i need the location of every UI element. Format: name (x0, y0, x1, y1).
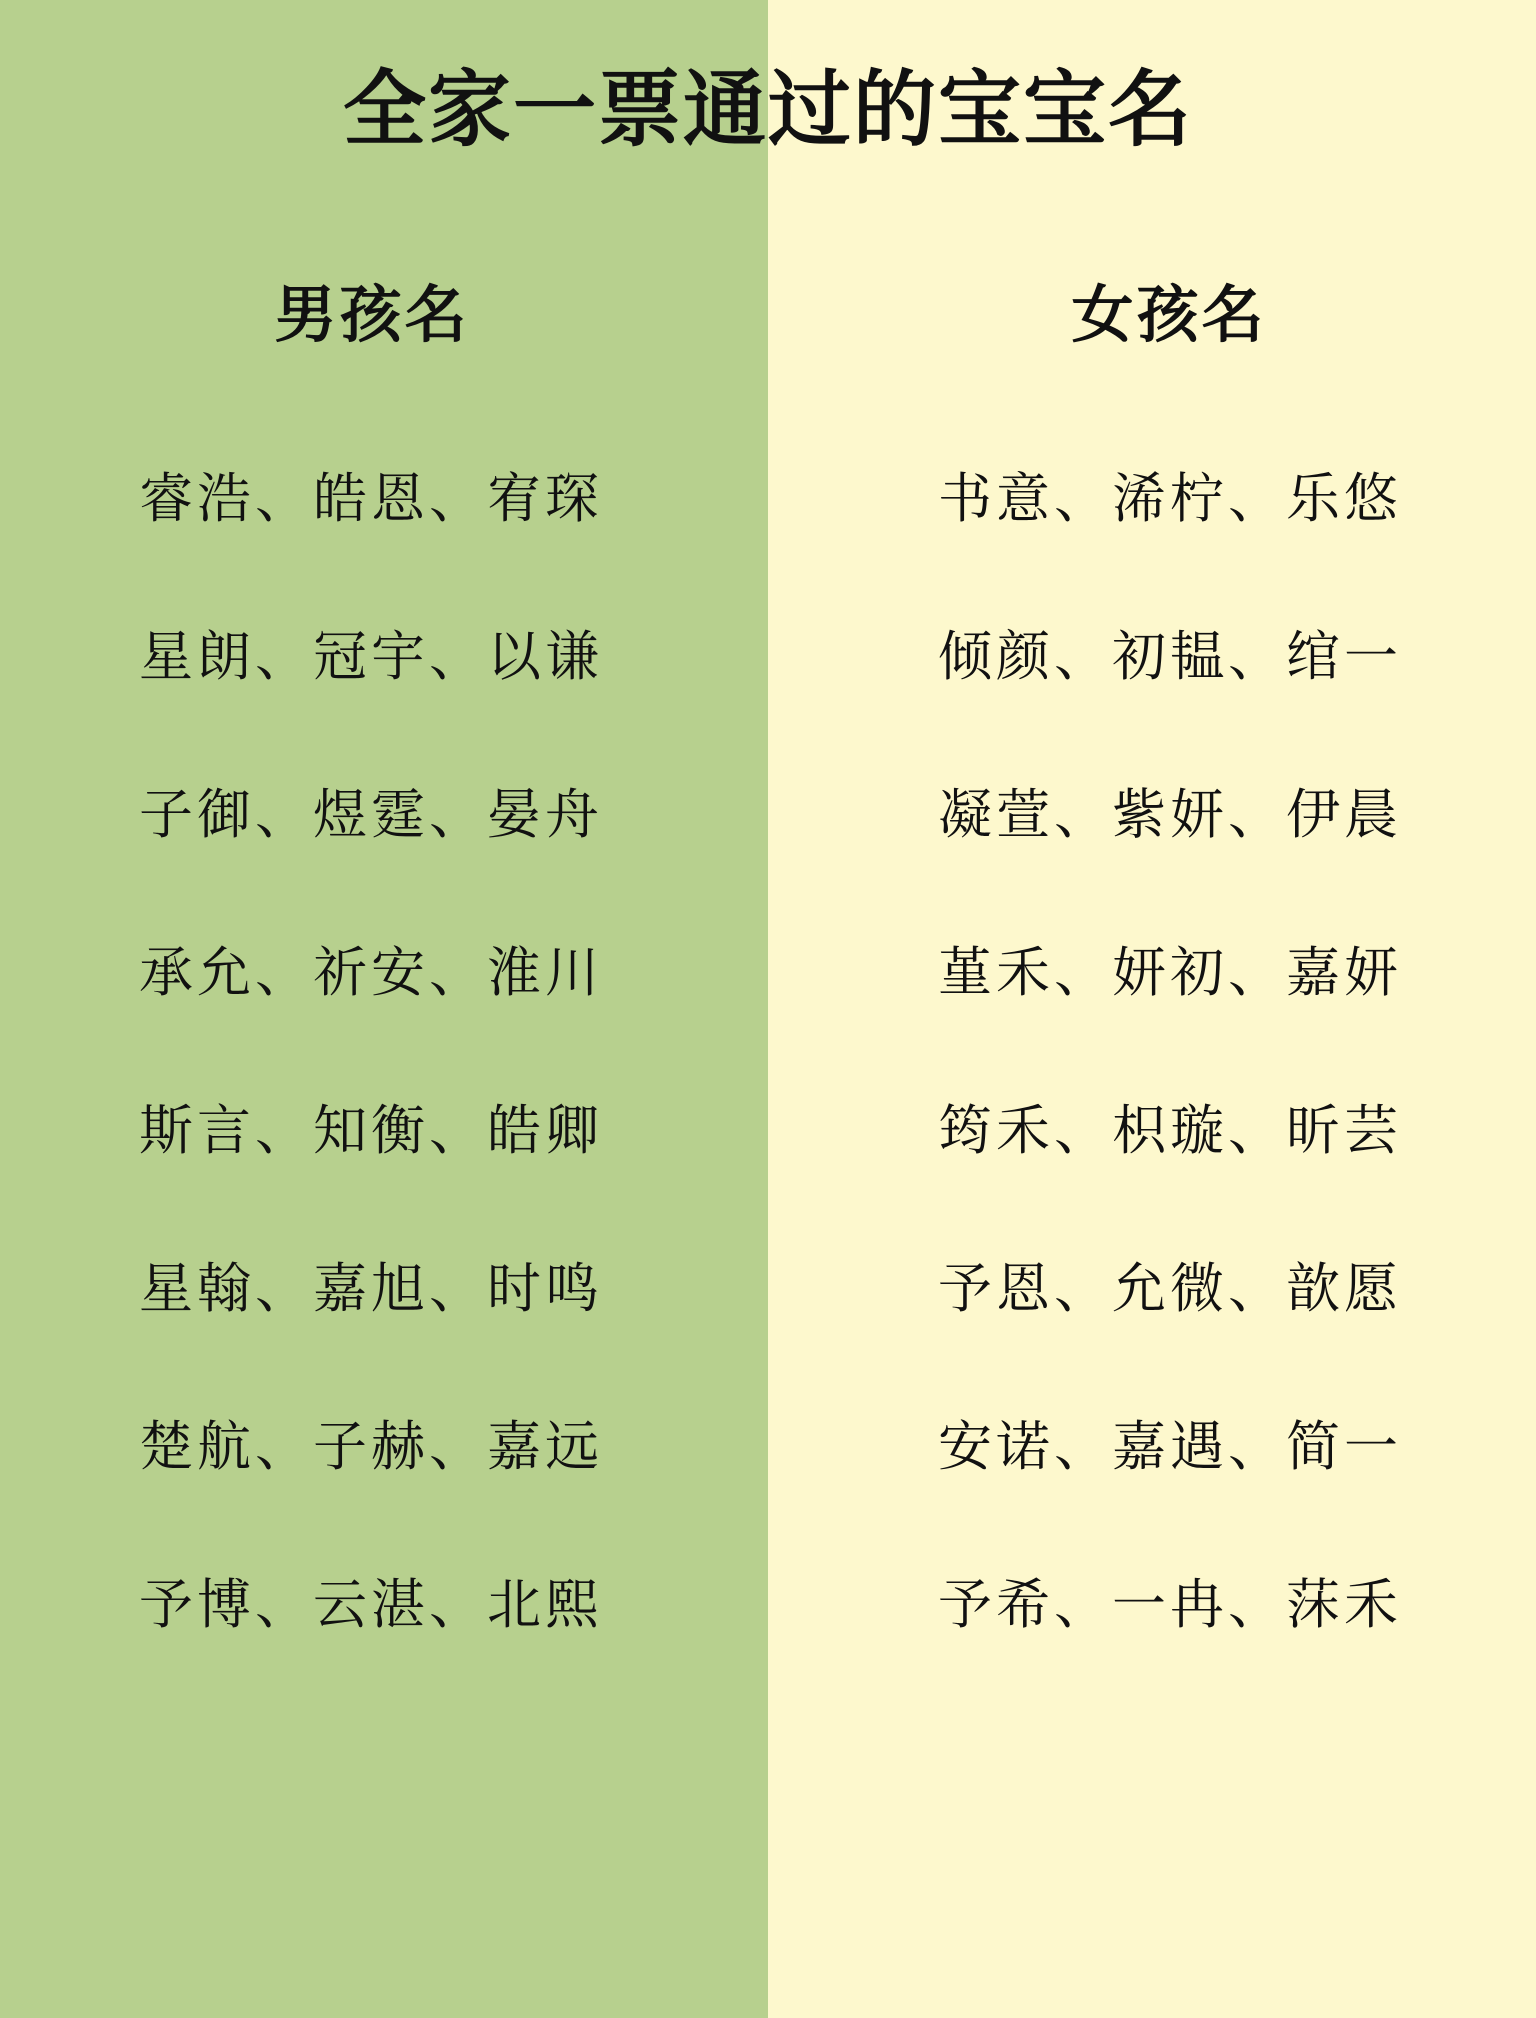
boy-names-list (0, 420, 768, 1684)
girl-names-list (768, 420, 1536, 1684)
list-item: 安诺、嘉遇、简一 (938, 1415, 1402, 1478)
list-item: 筠禾、枳璇、昕芸 (938, 1099, 1402, 1162)
list-item: 书意、浠柠、乐悠 (938, 467, 1402, 530)
list-item: 睿浩、皓恩、宥琛 (139, 467, 603, 530)
list-item: 予博、云湛、北熙 (139, 1573, 603, 1636)
list-item: 楚航、子赫、嘉远 (139, 1415, 603, 1478)
list-item: 予恩、允微、歆愿 (938, 1257, 1402, 1320)
list-item: 子御、煜霆、晏舟 (139, 783, 603, 846)
list-item: 倾颜、初韫、绾一 (938, 625, 1402, 688)
page-title: 全家一票通过的宝宝名 (343, 60, 1193, 158)
list-item: 承允、祈安、淮川 (139, 941, 603, 1004)
boy-names-column (0, 265, 768, 1684)
list-item: 予希、一冉、莯禾 (938, 1573, 1402, 1636)
list-item: 斯言、知衡、皓卿 (139, 1099, 603, 1162)
list-item: 星翰、嘉旭、时鸣 (139, 1257, 603, 1320)
list-item: 凝萱、紫妍、伊晨 (938, 783, 1402, 846)
girl-names-heading: 女孩名 (1071, 278, 1267, 351)
girl-names-column (768, 265, 1536, 1684)
list-item: 星朗、冠宇、以谦 (139, 625, 603, 688)
list-item: 堇禾、妍初、嘉妍 (938, 941, 1402, 1004)
boy-names-heading: 男孩名 (274, 278, 470, 351)
name-columns (0, 265, 1536, 1684)
